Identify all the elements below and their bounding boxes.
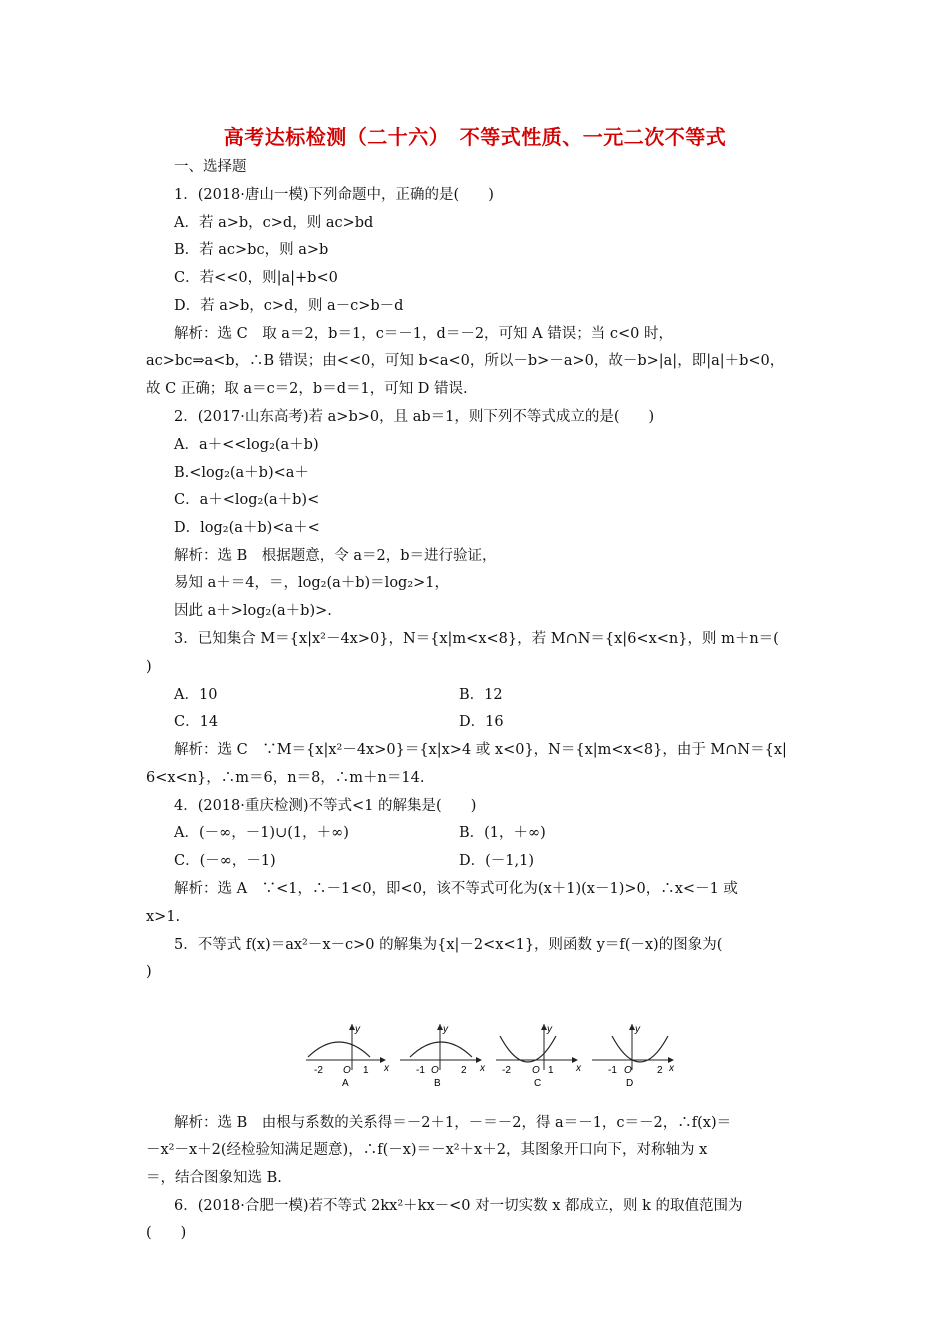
x-label: x bbox=[384, 1063, 389, 1074]
parabola-curve bbox=[612, 1036, 668, 1062]
origin-label: O bbox=[532, 1065, 540, 1076]
x-label: x bbox=[480, 1063, 485, 1074]
q1-solution-line: ac>bc⇒a<b，∴B 错误；由<<0，可知 b<a<0，所以－b>－a>0，故－b>|a|，即|a|＋b<0， bbox=[146, 353, 785, 369]
x-label: x bbox=[669, 1063, 674, 1074]
y-label: y bbox=[355, 1024, 360, 1035]
origin-label: O bbox=[431, 1065, 439, 1076]
q4-option-c: C．(－∞，－1) bbox=[174, 853, 276, 869]
figure-label: C bbox=[534, 1078, 542, 1086]
q4-solution-line: 解析：选 A ∵<1，∴－1<0，即<0，该不等式可化为(x＋1)(x－1)>0，∴x<－1 或 bbox=[174, 881, 738, 897]
q3-stem: 3．已知集合 M＝{x|x²－4x>0}，N＝{x|m<x<8}，若 M∩N＝{x|6<x<n}，则 m＋n＝( bbox=[174, 631, 779, 647]
figure-label: A bbox=[342, 1078, 349, 1086]
q2-solution-line: 易知 a＋＝4，＝，log₂(a＋b)＝log₂>1， bbox=[174, 575, 450, 591]
tick-label: -2 bbox=[502, 1065, 511, 1076]
origin-label: O bbox=[343, 1065, 351, 1076]
y-label: y bbox=[443, 1024, 448, 1035]
parabola-curve bbox=[500, 1036, 556, 1062]
q3-option-b: B．12 bbox=[459, 687, 503, 703]
q3-solution-line: 6<x<n}，∴m＝6，n＝8，∴m＋n＝14. bbox=[146, 770, 425, 786]
q2-solution-line: 因此 a＋>log₂(a＋b)>. bbox=[174, 603, 332, 619]
q6-stem: 6．(2018·合肥一模)若不等式 2kx²＋kx－<0 对一切实数 x 都成立，则 k 的取值范围为 bbox=[174, 1198, 743, 1214]
q5-solution-line: －x²－x＋2(经检验知满足题意)，∴f(－x)＝－x²＋x＋2，其图象开口向下，对称轴为 x bbox=[146, 1142, 708, 1158]
q2-option-c: C．a＋<log₂(a＋b)< bbox=[174, 492, 320, 508]
figure-b bbox=[400, 1024, 486, 1086]
q5-stem-cont: ) bbox=[146, 964, 152, 980]
q1-option-d: D．若 a>b，c>d，则 a－c>b－d bbox=[174, 298, 404, 314]
q4-option-d: D．(－1,1) bbox=[459, 853, 534, 869]
tick-label: -2 bbox=[314, 1065, 323, 1076]
parabola-curve bbox=[308, 1042, 370, 1057]
q3-option-a: A．10 bbox=[174, 687, 218, 703]
parabola-curve bbox=[410, 1042, 472, 1057]
q5-stem: 5．不等式 f(x)＝ax²－x－c>0 的解集为{x|－2<x<1}，则函数 y＝f(－x)的图象为( bbox=[174, 937, 723, 953]
figure-c bbox=[496, 1024, 582, 1086]
section-heading: 一、选择题 bbox=[174, 159, 247, 175]
tick-label: 1 bbox=[363, 1065, 369, 1076]
q3-solution-line: 解析：选 C ∵M＝{x|x²－4x>0}＝{x|x>4 或 x<0}，N＝{x|m<x<8}，由于 M∩N＝{x| bbox=[174, 742, 787, 758]
q5-graph-options bbox=[300, 1022, 680, 1086]
x-label: x bbox=[576, 1063, 581, 1074]
q1-solution-line: 故 C 正确；取 a＝c＝2，b＝d＝1，可知 D 错误. bbox=[146, 381, 468, 397]
figure-d bbox=[592, 1024, 675, 1086]
y-label: y bbox=[547, 1024, 552, 1035]
q1-option-a: A．若 a>b，c>d，则 ac>bd bbox=[174, 215, 374, 231]
figure-label: B bbox=[434, 1078, 441, 1086]
q6-stem-cont: ( ) bbox=[146, 1225, 187, 1241]
q4-stem: 4．(2018·重庆检测)不等式<1 的解集是( ) bbox=[174, 798, 477, 814]
q4-option-b: B．(1，＋∞) bbox=[459, 825, 546, 841]
q3-stem-cont: ) bbox=[146, 659, 152, 675]
q1-stem: 1．(2018·唐山一模)下列命题中，正确的是( ) bbox=[174, 187, 494, 203]
q3-option-c: C．14 bbox=[174, 714, 219, 730]
tick-label: -1 bbox=[608, 1065, 617, 1076]
figure-a bbox=[306, 1024, 390, 1086]
q2-stem: 2．(2017·山东高考)若 a>b>0，且 ab＝1，则下列不等式成立的是( ) bbox=[174, 409, 655, 425]
tick-label: 2 bbox=[461, 1065, 467, 1076]
q2-solution-line: 解析：选 B 根据题意，令 a＝2，b＝进行验证， bbox=[174, 548, 497, 564]
q4-option-a: A．(－∞，－1)∪(1，＋∞) bbox=[174, 825, 349, 841]
q1-solution-line: 解析：选 C 取 a＝2，b＝1，c＝－1，d＝－2，可知 A 错误；当 c<0 时， bbox=[174, 326, 673, 342]
tick-label: -1 bbox=[416, 1065, 425, 1076]
page-title: 高考达标检测（二十六） 不等式性质、一元二次不等式 bbox=[223, 125, 727, 149]
origin-label: O bbox=[624, 1065, 632, 1076]
tick-label: 1 bbox=[548, 1065, 554, 1076]
figure-label: D bbox=[626, 1078, 634, 1086]
q1-option-b: B．若 ac>bc，则 a>b bbox=[174, 242, 329, 258]
q1-option-c: C．若<<0，则|a|+b<0 bbox=[174, 270, 338, 286]
q2-option-b: B.<log₂(a＋b)<a＋ bbox=[174, 465, 309, 481]
q5-solution-line: 解析：选 B 由根与系数的关系得＝－2＋1，－＝－2，得 a＝－1，c＝－2，∴f(x)＝ bbox=[174, 1115, 732, 1131]
q5-figures bbox=[300, 1022, 680, 1086]
y-label: y bbox=[635, 1024, 640, 1035]
q2-option-d: D．log₂(a＋b)<a＋< bbox=[174, 520, 320, 536]
q3-option-d: D．16 bbox=[459, 714, 504, 730]
q4-solution-line: x>1. bbox=[146, 909, 181, 925]
q5-solution-line: ＝，结合图象知选 B. bbox=[146, 1170, 282, 1186]
q2-option-a: A．a＋<<log₂(a＋b) bbox=[174, 437, 319, 453]
tick-label: 2 bbox=[657, 1065, 663, 1076]
